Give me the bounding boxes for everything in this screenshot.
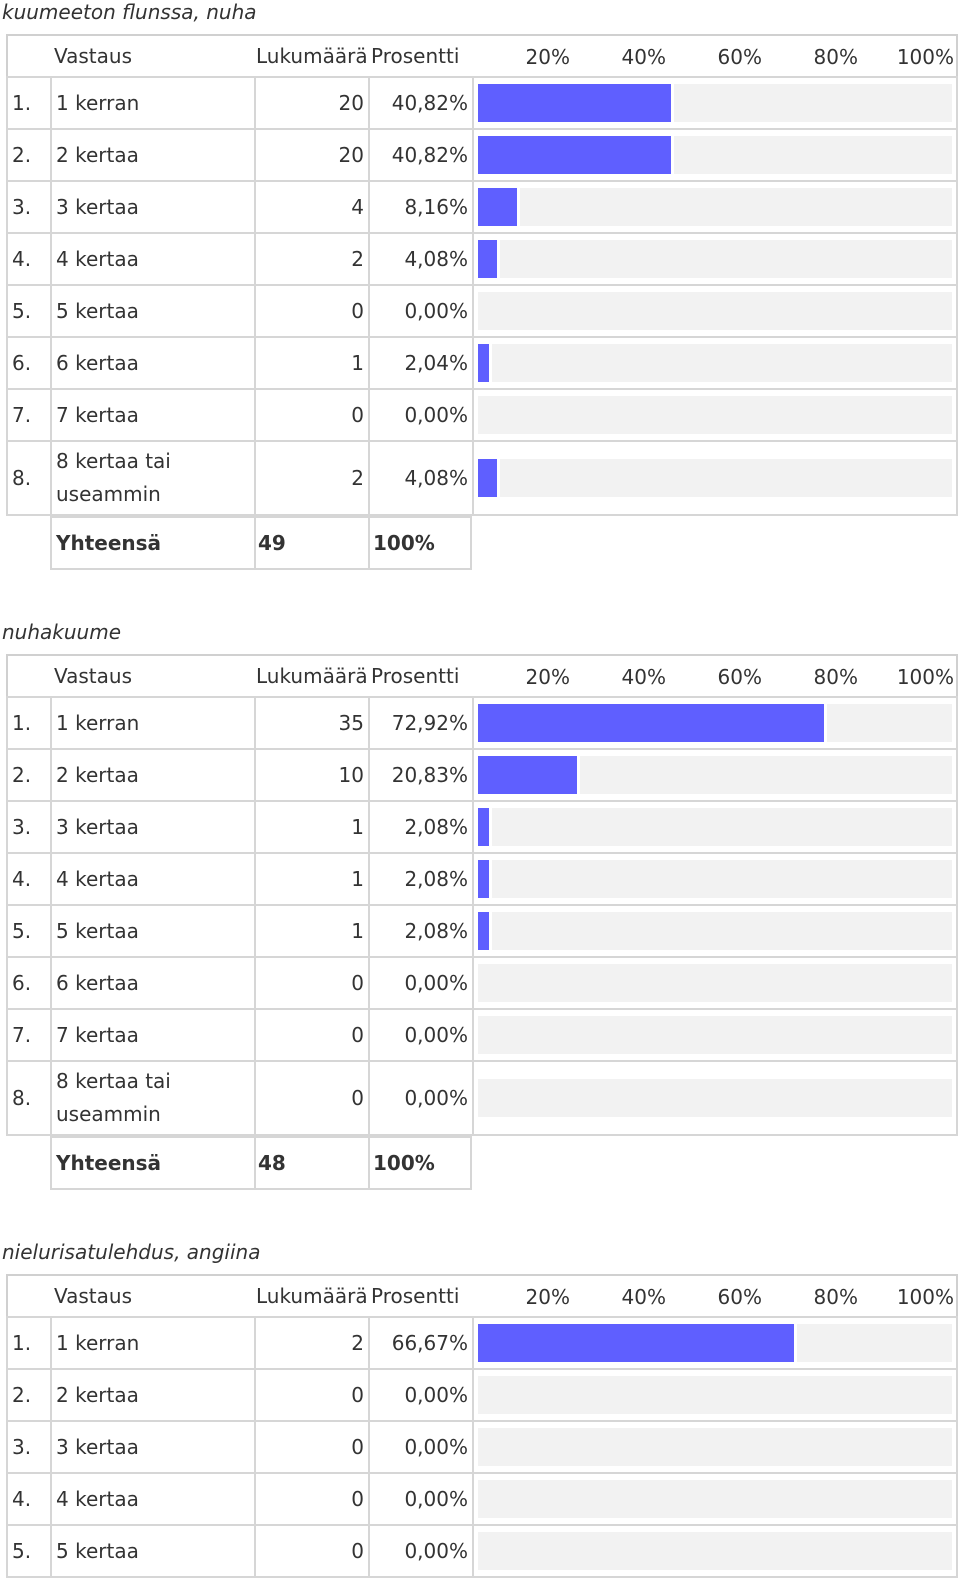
row-bar-cell [472,1420,958,1472]
bar-track [478,344,952,382]
table-header [6,34,958,76]
bar-track [478,396,952,434]
header-percent: Prosentti [368,1274,472,1316]
total-count: 48 [254,1136,368,1190]
row-count: 0 [254,1368,368,1420]
row-answer: 1 kerran [50,696,254,748]
row-number: 6. [6,956,50,1008]
row-percent: 0,00% [368,388,472,440]
header-count: Lukumäärä [254,1274,368,1316]
header-scale [472,1274,958,1316]
table-row [6,1420,958,1472]
row-number: 2. [6,128,50,180]
header-count: Lukumäärä [254,34,368,76]
row-percent: 72,92% [368,696,472,748]
row-count: 0 [254,956,368,1008]
row-bar-cell [472,1472,958,1524]
bar-track [478,1480,952,1518]
row-percent: 66,67% [368,1316,472,1368]
bar-fill [478,756,580,794]
bar-fill [478,459,500,497]
row-number: 5. [6,904,50,956]
row-bar-cell [472,232,958,284]
bar-track [478,704,952,742]
row-bar-cell [472,180,958,232]
row-answer: 7 kertaa [50,1008,254,1060]
row-number: 1. [6,1316,50,1368]
row-bar-cell [472,1060,958,1136]
header-number [6,654,50,696]
bar-track [478,756,952,794]
row-count: 2 [254,232,368,284]
bar-track [478,292,952,330]
question-section [0,620,960,1190]
row-percent: 40,82% [368,76,472,128]
table-row [6,336,958,388]
question-title: nielurisatulehdus, angiina [2,1240,261,1264]
header-percent: Prosentti [368,34,472,76]
bar-fill [478,188,520,226]
row-bar-cell [472,76,958,128]
row-percent: 0,00% [368,1008,472,1060]
row-number: 2. [6,748,50,800]
table-row [6,696,958,748]
section-gap [0,1190,960,1240]
row-count: 2 [254,440,368,516]
table-row [6,904,958,956]
row-percent: 2,08% [368,904,472,956]
row-number: 3. [6,1420,50,1472]
section-gap [0,570,960,620]
question-section [0,0,960,570]
bar-track [478,808,952,846]
row-answer: 7 kertaa [50,388,254,440]
scale-tick-label: 20% [525,45,570,69]
question-section [0,1240,960,1578]
scale-tick-label: 40% [621,665,666,689]
table-row [6,1316,958,1368]
row-percent: 8,16% [368,180,472,232]
row-bar-cell [472,440,958,516]
row-answer: 8 kertaa tai useammin [50,440,254,516]
row-number: 4. [6,1472,50,1524]
scale-tick-label: 80% [813,1285,858,1309]
row-answer: 6 kertaa [50,956,254,1008]
row-percent: 2,08% [368,852,472,904]
scale-tick-label: 20% [525,1285,570,1309]
row-answer: 3 kertaa [50,1420,254,1472]
bar-track [478,188,952,226]
row-answer: 2 kertaa [50,128,254,180]
table-row [6,128,958,180]
total-count: 49 [254,516,368,570]
scale-tick-label: 20% [525,665,570,689]
row-bar-cell [472,1524,958,1578]
results-table [6,34,958,570]
row-count: 0 [254,1472,368,1524]
bar-fill [478,808,492,846]
bar-track [478,1532,952,1570]
row-number: 4. [6,232,50,284]
row-bar-cell [472,336,958,388]
bar-track [478,1376,952,1414]
row-percent: 40,82% [368,128,472,180]
table-row [6,76,958,128]
total-row [6,1136,958,1190]
row-bar-cell [472,1368,958,1420]
row-number: 1. [6,696,50,748]
scale-tick-label: 60% [717,45,762,69]
row-number: 8. [6,1060,50,1136]
row-count: 2 [254,1316,368,1368]
scale-tick-label: 40% [621,45,666,69]
row-bar-cell [472,1316,958,1368]
row-bar-cell [472,128,958,180]
row-count: 10 [254,748,368,800]
row-answer: 2 kertaa [50,1368,254,1420]
row-count: 35 [254,696,368,748]
row-count: 0 [254,388,368,440]
row-number: 6. [6,336,50,388]
row-percent: 0,00% [368,284,472,336]
row-percent: 4,08% [368,232,472,284]
table-row [6,1368,958,1420]
table-row [6,956,958,1008]
table-row [6,852,958,904]
row-number: 4. [6,852,50,904]
bar-track [478,1428,952,1466]
total-spacer [6,516,50,570]
row-percent: 20,83% [368,748,472,800]
total-spacer [6,1136,50,1190]
row-bar-cell [472,284,958,336]
row-count: 1 [254,800,368,852]
row-percent: 4,08% [368,440,472,516]
row-count: 0 [254,284,368,336]
row-answer: 3 kertaa [50,800,254,852]
scale-tick-label: 60% [717,665,762,689]
header-number [6,34,50,76]
results-table [6,1274,958,1578]
table-row [6,1524,958,1578]
total-label: Yhteensä [50,1136,254,1190]
header-answer: Vastaus [50,1274,254,1316]
bar-track [478,1016,952,1054]
row-count: 0 [254,1008,368,1060]
bar-fill [478,704,827,742]
results-table [6,654,958,1190]
row-answer: 4 kertaa [50,1472,254,1524]
table-row [6,180,958,232]
row-answer: 6 kertaa [50,336,254,388]
table-row [6,1472,958,1524]
table-row [6,1008,958,1060]
row-bar-cell [472,748,958,800]
row-answer: 4 kertaa [50,232,254,284]
row-count: 0 [254,1060,368,1136]
row-count: 20 [254,76,368,128]
bar-track [478,964,952,1002]
table-header [6,654,958,696]
row-number: 3. [6,180,50,232]
row-number: 7. [6,1008,50,1060]
row-count: 0 [254,1420,368,1472]
question-title: nuhakuume [2,620,122,644]
row-bar-cell [472,1008,958,1060]
row-bar-cell [472,696,958,748]
bar-track [478,912,952,950]
bar-fill [478,240,500,278]
bar-track [478,1079,952,1117]
row-percent: 2,04% [368,336,472,388]
header-answer: Vastaus [50,34,254,76]
table-row [6,1060,958,1136]
row-percent: 0,00% [368,1368,472,1420]
table-row [6,800,958,852]
row-answer: 8 kertaa tai useammin [50,1060,254,1136]
row-answer: 1 kerran [50,76,254,128]
row-count: 1 [254,336,368,388]
row-bar-cell [472,904,958,956]
scale-tick-label: 100% [896,1285,954,1309]
table-row [6,388,958,440]
table-row [6,440,958,516]
bar-fill [478,912,492,950]
total-spacer [472,1136,958,1190]
bar-fill [478,860,492,898]
row-answer: 2 kertaa [50,748,254,800]
row-number: 3. [6,800,50,852]
row-count: 1 [254,904,368,956]
header-answer: Vastaus [50,654,254,696]
row-count: 1 [254,852,368,904]
bar-track [478,1324,952,1362]
row-bar-cell [472,388,958,440]
header-percent: Prosentti [368,654,472,696]
row-percent: 0,00% [368,1524,472,1578]
scale-tick-label: 100% [896,45,954,69]
row-count: 4 [254,180,368,232]
scale-tick-label: 80% [813,665,858,689]
row-percent: 0,00% [368,1420,472,1472]
table-header [6,1274,958,1316]
scale-tick-label: 40% [621,1285,666,1309]
row-count: 20 [254,128,368,180]
table-row [6,232,958,284]
row-percent: 0,00% [368,956,472,1008]
bar-track [478,860,952,898]
scale-tick-label: 60% [717,1285,762,1309]
row-answer: 5 kertaa [50,284,254,336]
bar-track [478,240,952,278]
bar-track [478,459,952,497]
table-row [6,284,958,336]
header-scale [472,654,958,696]
row-bar-cell [472,956,958,1008]
total-row [6,516,958,570]
row-number: 2. [6,1368,50,1420]
total-percent: 100% [368,516,472,570]
bar-fill [478,84,674,122]
row-number: 1. [6,76,50,128]
row-answer: 5 kertaa [50,904,254,956]
row-number: 5. [6,284,50,336]
row-percent: 0,00% [368,1060,472,1136]
row-percent: 2,08% [368,800,472,852]
row-percent: 0,00% [368,1472,472,1524]
row-number: 5. [6,1524,50,1578]
total-percent: 100% [368,1136,472,1190]
row-count: 0 [254,1524,368,1578]
header-number [6,1274,50,1316]
row-answer: 1 kerran [50,1316,254,1368]
row-bar-cell [472,852,958,904]
row-answer: 4 kertaa [50,852,254,904]
bar-fill [478,1324,797,1362]
header-count: Lukumäärä [254,654,368,696]
header-scale [472,34,958,76]
row-answer: 5 kertaa [50,1524,254,1578]
row-bar-cell [472,800,958,852]
bar-track [478,84,952,122]
total-spacer [472,516,958,570]
question-title: kuumeeton flunssa, nuha [2,0,257,24]
row-number: 7. [6,388,50,440]
scale-tick-label: 100% [896,665,954,689]
table-row [6,748,958,800]
total-label: Yhteensä [50,516,254,570]
bar-track [478,136,952,174]
row-answer: 3 kertaa [50,180,254,232]
bar-fill [478,136,674,174]
bar-fill [478,344,492,382]
row-number: 8. [6,440,50,516]
scale-tick-label: 80% [813,45,858,69]
